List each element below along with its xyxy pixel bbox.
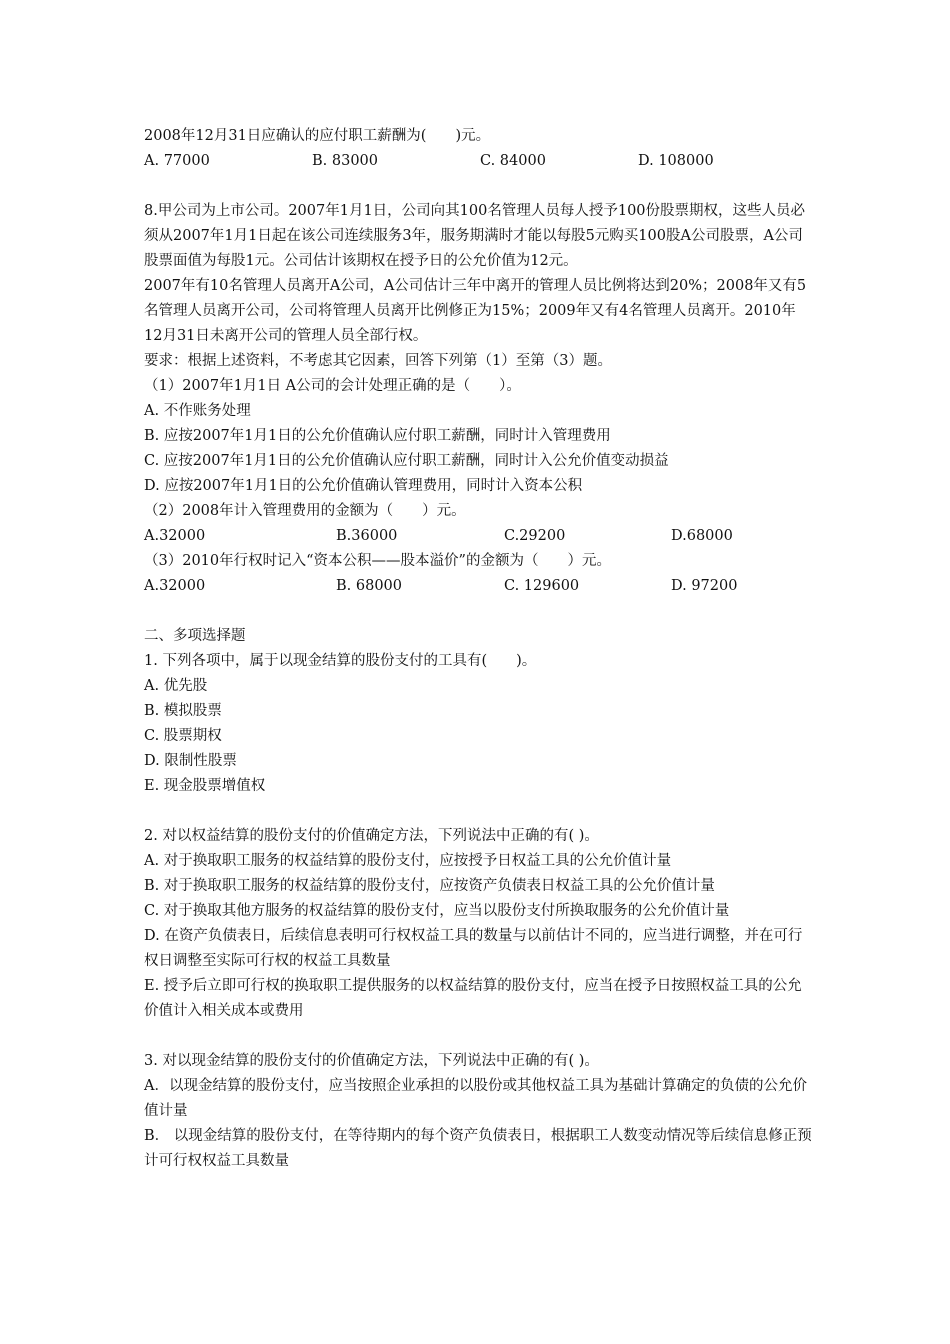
mc1-option-e: E. 现金股票增值权 [144, 778, 266, 794]
mc2-stem: 2. 对以权益结算的股份支付的价值确定方法，下列说法中正确的有( )。 [144, 828, 599, 844]
q8-sub3-option-c: C. 129600 [504, 578, 580, 594]
q7-stem: 2008年12月31日应确认的应付职工薪酬为( )元。 [144, 128, 491, 144]
q8-sub1-option-b: B. 应按2007年1月1日的公允价值确认应付职工薪酬，同时计入管理费用 [144, 428, 611, 444]
q8-paragraph-2: 2007年有10名管理人员离开A公司，A公司估计三年中离开的管理人员比例将达到20%；2008年又有5名管理人员离开公司，公司将管理人员离开比例修正为15%；2009年又有4名管理人员离开。2010年12月31日未离开公司的管理人员全部行权。 [144, 278, 807, 344]
spacer [144, 799, 814, 824]
q8-sub2-option-a: A.32000 [144, 528, 206, 544]
mc3-option-b: B． 以现金结算的股份支付，在等待期内的每个资产负债表日，根据职工人数变动情况等后续信息修正预计可行权权益工具数量 [144, 1128, 812, 1169]
spacer [144, 599, 814, 624]
q8-sub2-stem: （2）2008年计入管理费用的金额为（ ）元。 [144, 503, 466, 519]
q8-sub3-stem: （3）2010年行权时记入“资本公积——股本溢价”的金额为（ ）元。 [144, 553, 611, 569]
q8-sub2-options [144, 524, 814, 549]
spacer [144, 174, 814, 199]
q8-sub2-option-c: C.29200 [504, 528, 566, 544]
mc3-option-a: A．以现金结算的股份支付，应当按照企业承担的以股份或其他权益工具为基础计算确定的负债的公允价值计量 [144, 1078, 807, 1119]
document-page [144, 124, 814, 1174]
q8-sub1-option-a: A. 不作账务处理 [144, 403, 251, 419]
mc1-option-c: C. 股票期权 [144, 728, 222, 744]
q7-option-d: D. 108000 [638, 153, 714, 169]
section-heading: 二、多项选择题 [144, 628, 246, 644]
mc2-option-b: B. 对于换取职工服务的权益结算的股份支付，应按资产负债表日权益工具的公允价值计量 [144, 878, 715, 894]
mc1-option-b: B. 模拟股票 [144, 703, 222, 719]
q8-sub3-option-d: D. 97200 [671, 578, 738, 594]
mc1-stem: 1. 下列各项中，属于以现金结算的股份支付的工具有( )。 [144, 653, 537, 669]
q8-sub1-option-d: D. 应按2007年1月1日的公允价值确认管理费用，同时计入资本公积 [144, 478, 583, 494]
q7-option-c: C. 84000 [480, 153, 546, 169]
q7-option-a: A. 77000 [144, 153, 210, 169]
q8-sub3-option-b: B. 68000 [336, 578, 403, 594]
q7-option-b: B. 83000 [312, 153, 379, 169]
mc3-stem: 3. 对以现金结算的股份支付的价值确定方法，下列说法中正确的有( )。 [144, 1053, 599, 1069]
q7-options [144, 149, 814, 174]
q8-requirement: 要求：根据上述资料，不考虑其它因素，回答下列第（1）至第（3）题。 [144, 353, 612, 369]
mc2-option-e: E. 授予后立即可行权的换取职工提供服务的以权益结算的股份支付，应当在授予日按照权益工具的公允价值计入相关成本或费用 [144, 978, 802, 1019]
mc1-option-d: D. 限制性股票 [144, 753, 237, 769]
q8-sub1-option-c: C. 应按2007年1月1日的公允价值确认应付职工薪酬，同时计入公允价值变动损益 [144, 453, 669, 469]
mc2-option-c: C. 对于换取其他方服务的权益结算的股份支付，应当以股份支付所换取服务的公允价值计量 [144, 903, 730, 919]
q8-paragraph-1: 8.甲公司为上市公司。2007年1月1日，公司向其100名管理人员每人授予100份股票期权，这些人员必须从2007年1月1日起在该公司连续服务3年，服务期满时才能以每股5元购买100股A公司股票，A公司股票面值为每股1元。公司估计该期权在授予日的公允价值为12元。 [144, 203, 806, 269]
q8-sub1-stem: （1）2007年1月1日 A公司的会计处理正确的是（ ）。 [144, 378, 521, 394]
q8-sub3-option-a: A.32000 [144, 578, 206, 594]
q8-sub2-option-b: B.36000 [336, 528, 398, 544]
mc1-option-a: A. 优先股 [144, 678, 208, 694]
mc2-option-d: D. 在资产负债表日，后续信息表明可行权权益工具的数量与以前估计不同的，应当进行调整，并在可行权日调整至实际可行权的权益工具数量 [144, 928, 803, 969]
q8-sub3-options [144, 574, 814, 599]
mc2-option-a: A. 对于换取职工服务的权益结算的股份支付，应按授予日权益工具的公允价值计量 [144, 853, 672, 869]
spacer [144, 1024, 814, 1049]
q8-sub2-option-d: D.68000 [671, 528, 733, 544]
